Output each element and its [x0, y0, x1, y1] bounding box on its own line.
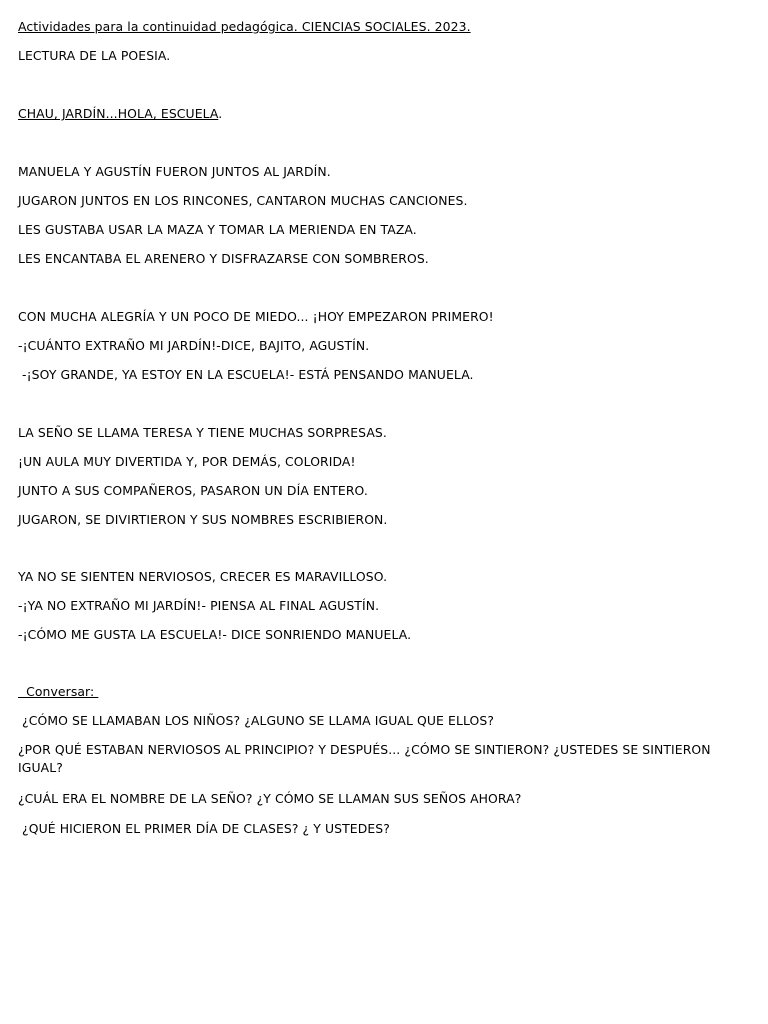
poem-line: -¡SOY GRANDE, YA ESTOY EN LA ESCUELA!- ESTÁ PENSANDO MANUELA. — [18, 367, 474, 382]
question-item: ¿POR QUÉ ESTABAN NERVIOSOS AL PRINCIPIO? Y DESPUÉS... ¿CÓMO SE SINTIERON? ¿USTEDES SE SINTIERON IGUAL? — [18, 742, 711, 775]
question-item: ¿CUÁL ERA EL NOMBRE DE LA SEÑO? ¿Y CÓMO SE LLAMAN SUS SEÑOS AHORA? — [18, 791, 522, 806]
poem-line: LA SEÑO SE LLAMA TERESA Y TIENE MUCHAS SORPRESAS. — [18, 425, 387, 440]
poem-line: LES ENCANTABA EL ARENERO Y DISFRAZARSE CON SOMBREROS. — [18, 251, 429, 266]
document-title: Actividades para la continuidad pedagógica. CIENCIAS SOCIALES. 2023. — [18, 19, 471, 34]
poem-line: JUGARON, SE DIVIRTIERON Y SUS NOMBRES ESCRIBIERON. — [18, 512, 388, 527]
poem-line: -¡YA NO EXTRAÑO MI JARDÍN!- PIENSA AL FINAL AGUSTÍN. — [18, 598, 380, 613]
poem-line: ¡UN AULA MUY DIVERTIDA Y, POR DEMÁS, COLORIDA! — [18, 454, 356, 469]
poem-title: CHAU, JARDÍN...HOLA, ESCUELA — [18, 106, 219, 121]
poem-line: MANUELA Y AGUSTÍN FUERON JUNTOS AL JARDÍN. — [18, 164, 331, 179]
poem-line: JUNTO A SUS COMPAÑEROS, PASARON UN DÍA ENTERO. — [18, 483, 368, 498]
poem-line: -¡CUÁNTO EXTRAÑO MI JARDÍN!-DICE, BAJITO, AGUSTÍN. — [18, 338, 370, 353]
poem-line: LES GUSTABA USAR LA MAZA Y TOMAR LA MERIENDA EN TAZA. — [18, 222, 417, 237]
conversar-heading: Conversar: — [18, 684, 99, 699]
poem-line: YA NO SE SIENTEN NERVIOSOS, CRECER ES MARAVILLOSO. — [18, 569, 388, 584]
poem-title-line — [18, 106, 222, 122]
poem-line: CON MUCHA ALEGRÍA Y UN POCO DE MIEDO... ¡HOY EMPEZARON PRIMERO! — [18, 309, 494, 324]
poem-line: -¡CÓMO ME GUSTA LA ESCUELA!- DICE SONRIENDO MANUELA. — [18, 627, 412, 642]
poem-title-period: . — [218, 106, 223, 121]
poem-line: JUGARON JUNTOS EN LOS RINCONES, CANTARON MUCHAS CANCIONES. — [18, 193, 468, 208]
document-subtitle: LECTURA DE LA POESIA. — [18, 48, 171, 63]
question-item: ¿CÓMO SE LLAMABAN LOS NIÑOS? ¿ALGUNO SE LLAMA IGUAL QUE ELLOS? — [18, 713, 495, 728]
question-item: ¿QUÉ HICIERON EL PRIMER DÍA DE CLASES? ¿ Y USTEDES? — [18, 821, 390, 836]
